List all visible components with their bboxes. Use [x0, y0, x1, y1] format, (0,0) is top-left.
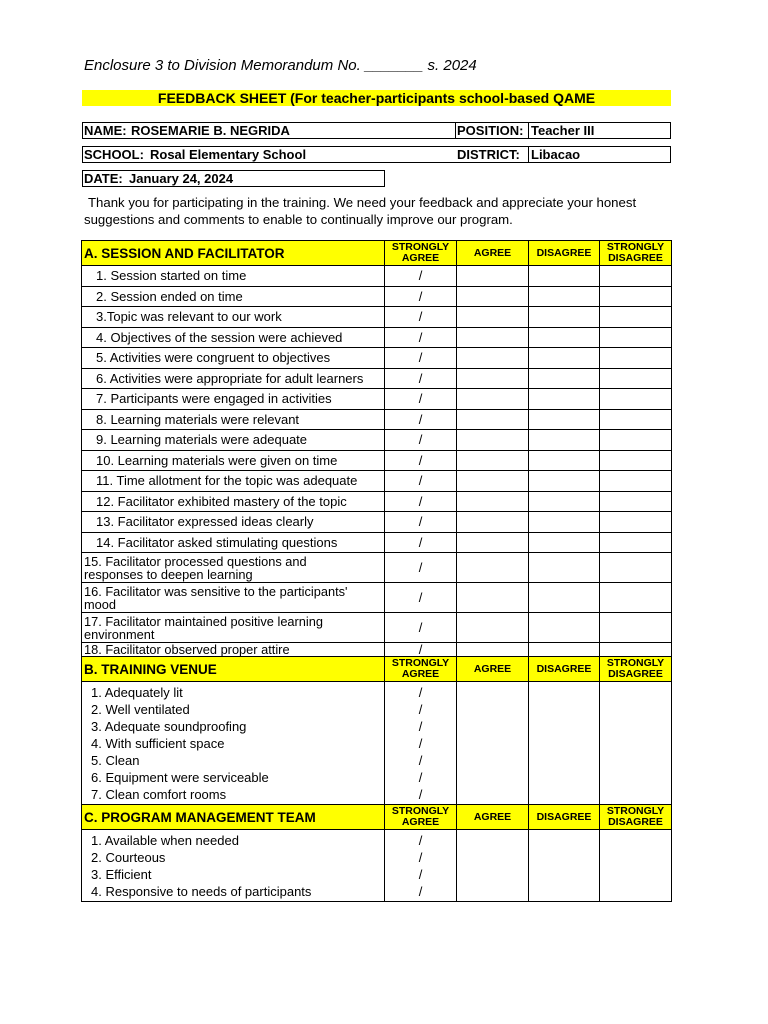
- section-header-row: [82, 241, 672, 266]
- disagree-cell[interactable]: [529, 583, 600, 613]
- strongly-agree-mark[interactable]: /: [385, 866, 457, 883]
- table-row: [82, 553, 672, 583]
- criterion-label: 3. Efficient: [82, 866, 385, 883]
- table-row: [82, 866, 672, 883]
- strongly-disagree-cell[interactable]: [600, 613, 672, 643]
- sheet-title: FEEDBACK SHEET (For teacher-participants school-based QAME: [82, 90, 671, 106]
- strongly-disagree-cell[interactable]: [600, 512, 672, 533]
- strongly-disagree-cell[interactable]: [600, 491, 672, 512]
- section-title: B. TRAINING VENUE: [82, 657, 385, 682]
- strongly-agree-mark[interactable]: /: [385, 471, 457, 492]
- position-value: Teacher III: [531, 123, 595, 138]
- table-row: [82, 266, 672, 287]
- table-row: [82, 613, 672, 643]
- strongly-agree-mark[interactable]: /: [385, 613, 457, 643]
- strongly-disagree-cell[interactable]: [600, 471, 672, 492]
- disagree-cell[interactable]: [529, 752, 600, 769]
- table-row: [82, 849, 672, 866]
- strongly-disagree-cell[interactable]: [600, 701, 672, 718]
- disagree-cell[interactable]: [529, 682, 600, 702]
- agree-cell[interactable]: [457, 643, 529, 657]
- criterion-label: 14. Facilitator asked stimulating questions: [82, 532, 385, 553]
- criterion-label: 5. Activities were congruent to objectives: [82, 348, 385, 369]
- strongly-disagree-header: STRONGLY DISAGREE: [600, 241, 672, 266]
- agree-cell[interactable]: [457, 430, 529, 451]
- intro-text: [84, 194, 672, 228]
- strongly-disagree-cell[interactable]: [600, 368, 672, 389]
- strongly-disagree-cell[interactable]: [600, 327, 672, 348]
- position-label: POSITION:: [457, 123, 524, 138]
- disagree-cell[interactable]: [529, 830, 600, 850]
- disagree-cell[interactable]: [529, 471, 600, 492]
- disagree-cell[interactable]: [529, 643, 600, 657]
- strongly-disagree-cell[interactable]: [600, 266, 672, 287]
- criterion-label: 7. Participants were engaged in activities: [82, 389, 385, 410]
- agree-cell[interactable]: [457, 553, 529, 583]
- strongly-agree-mark[interactable]: /: [385, 327, 457, 348]
- criterion-label: 18. Facilitator observed proper attire: [82, 643, 385, 657]
- strongly-agree-mark[interactable]: /: [385, 368, 457, 389]
- strongly-agree-header: STRONGLY AGREE: [385, 805, 457, 830]
- section-header-row: [82, 805, 672, 830]
- agree-cell[interactable]: [457, 769, 529, 786]
- strongly-agree-mark[interactable]: /: [385, 735, 457, 752]
- criterion-label: 6. Equipment were serviceable: [82, 769, 385, 786]
- agree-cell[interactable]: [457, 266, 529, 287]
- disagree-cell[interactable]: [529, 327, 600, 348]
- district-label: DISTRICT:: [457, 147, 520, 162]
- agree-header: AGREE: [457, 241, 529, 266]
- agree-cell[interactable]: [457, 327, 529, 348]
- strongly-disagree-cell[interactable]: [600, 430, 672, 451]
- disagree-cell[interactable]: [529, 613, 600, 643]
- disagree-cell[interactable]: [529, 553, 600, 583]
- strongly-agree-mark[interactable]: /: [385, 532, 457, 553]
- criterion-label: 17. Facilitator maintained positive learning environment: [82, 613, 385, 643]
- table-row: [82, 830, 672, 850]
- criterion-label: 1. Adequately lit: [82, 682, 385, 702]
- disagree-cell[interactable]: [529, 866, 600, 883]
- disagree-cell[interactable]: [529, 286, 600, 307]
- section-title: A. SESSION AND FACILITATOR: [82, 241, 385, 266]
- strongly-agree-mark[interactable]: /: [385, 430, 457, 451]
- strongly-agree-mark[interactable]: /: [385, 553, 457, 583]
- criterion-label: 3. Adequate soundproofing: [82, 718, 385, 735]
- agree-cell[interactable]: [457, 348, 529, 369]
- strongly-agree-mark[interactable]: /: [385, 266, 457, 287]
- disagree-cell[interactable]: [529, 266, 600, 287]
- agree-cell[interactable]: [457, 389, 529, 410]
- agree-cell[interactable]: [457, 718, 529, 735]
- strongly-agree-mark[interactable]: /: [385, 830, 457, 850]
- strongly-agree-mark[interactable]: /: [385, 643, 457, 657]
- strongly-disagree-cell[interactable]: [600, 409, 672, 430]
- strongly-disagree-cell[interactable]: [600, 830, 672, 850]
- criterion-label: 1. Available when needed: [82, 830, 385, 850]
- table-row: [82, 327, 672, 348]
- strongly-agree-mark[interactable]: /: [385, 769, 457, 786]
- agree-cell[interactable]: [457, 368, 529, 389]
- criterion-label: 9. Learning materials were adequate: [82, 430, 385, 451]
- disagree-cell[interactable]: [529, 718, 600, 735]
- criterion-label: 11. Time allotment for the topic was adequate: [82, 471, 385, 492]
- table-row: [82, 752, 672, 769]
- disagree-cell[interactable]: [529, 786, 600, 805]
- disagree-cell[interactable]: [529, 769, 600, 786]
- agree-cell[interactable]: [457, 786, 529, 805]
- school-value: Rosal Elementary School: [150, 147, 307, 162]
- name-value: ROSEMARIE B. NEGRIDA: [131, 123, 290, 138]
- strongly-agree-mark[interactable]: /: [385, 512, 457, 533]
- criterion-label: 7. Clean comfort rooms: [82, 786, 385, 805]
- strongly-disagree-cell[interactable]: [600, 348, 672, 369]
- criterion-label: 2. Session ended on time: [82, 286, 385, 307]
- strongly-disagree-cell[interactable]: [600, 752, 672, 769]
- strongly-agree-mark[interactable]: /: [385, 348, 457, 369]
- agree-cell[interactable]: [457, 682, 529, 702]
- school-label: SCHOOL:: [84, 147, 144, 162]
- table-row: [82, 368, 672, 389]
- disagree-cell[interactable]: [529, 430, 600, 451]
- table-row: [82, 348, 672, 369]
- table-row: [82, 735, 672, 752]
- strongly-disagree-cell[interactable]: [600, 682, 672, 702]
- strongly-agree-mark[interactable]: /: [385, 701, 457, 718]
- criterion-label: 15. Facilitator processed questions and responses to deepen learning: [82, 553, 385, 583]
- criterion-label: 2. Well ventilated: [82, 701, 385, 718]
- criterion-label: 4. Objectives of the session were achieved: [82, 327, 385, 348]
- table-row: [82, 701, 672, 718]
- date-value: January 24, 2024: [129, 171, 234, 186]
- agree-cell[interactable]: [457, 701, 529, 718]
- strongly-disagree-cell[interactable]: [600, 532, 672, 553]
- strongly-disagree-cell[interactable]: [600, 286, 672, 307]
- agree-cell[interactable]: [457, 409, 529, 430]
- strongly-agree-mark[interactable]: /: [385, 389, 457, 410]
- agree-cell[interactable]: [457, 512, 529, 533]
- disagree-header: DISAGREE: [529, 241, 600, 266]
- table-row: [82, 512, 672, 533]
- strongly-disagree-cell[interactable]: [600, 553, 672, 583]
- criterion-label: 10. Learning materials were given on time: [82, 450, 385, 471]
- strongly-disagree-cell[interactable]: [600, 718, 672, 735]
- strongly-disagree-cell[interactable]: [600, 866, 672, 883]
- strongly-agree-mark[interactable]: /: [385, 883, 457, 902]
- strongly-disagree-cell[interactable]: [600, 389, 672, 410]
- agree-cell[interactable]: [457, 307, 529, 328]
- district-value: Libacao: [531, 147, 581, 162]
- agree-cell[interactable]: [457, 491, 529, 512]
- strongly-agree-header: STRONGLY AGREE: [385, 657, 457, 682]
- agree-cell[interactable]: [457, 286, 529, 307]
- strongly-disagree-cell[interactable]: [600, 450, 672, 471]
- disagree-cell[interactable]: [529, 409, 600, 430]
- agree-cell[interactable]: [457, 866, 529, 883]
- strongly-disagree-cell[interactable]: [600, 849, 672, 866]
- table-row: [82, 409, 672, 430]
- disagree-cell[interactable]: [529, 450, 600, 471]
- strongly-agree-mark[interactable]: /: [385, 786, 457, 805]
- disagree-cell[interactable]: [529, 512, 600, 533]
- date-label: DATE:: [84, 171, 123, 186]
- agree-cell[interactable]: [457, 471, 529, 492]
- agree-cell[interactable]: [457, 735, 529, 752]
- strongly-disagree-header: STRONGLY DISAGREE: [600, 657, 672, 682]
- criterion-label: 3.Topic was relevant to our work: [82, 307, 385, 328]
- strongly-agree-mark[interactable]: /: [385, 491, 457, 512]
- strongly-agree-mark[interactable]: /: [385, 307, 457, 328]
- disagree-cell[interactable]: [529, 307, 600, 328]
- table-row: [82, 532, 672, 553]
- criterion-label: 4. With sufficient space: [82, 735, 385, 752]
- strongly-agree-mark[interactable]: /: [385, 583, 457, 613]
- intro-line-1: Thank you for participating in the training. We need your feedback and appreciate your honest: [88, 195, 637, 210]
- date-row: [82, 170, 385, 187]
- disagree-cell[interactable]: [529, 491, 600, 512]
- agree-header: AGREE: [457, 805, 529, 830]
- table-row: [82, 471, 672, 492]
- name-label: NAME:: [84, 123, 127, 138]
- agree-cell[interactable]: [457, 883, 529, 902]
- section-header-row: [82, 657, 672, 682]
- agree-cell[interactable]: [457, 849, 529, 866]
- strongly-agree-mark[interactable]: /: [385, 450, 457, 471]
- strongly-agree-mark[interactable]: /: [385, 682, 457, 702]
- criterion-label: 4. Responsive to needs of participants: [82, 883, 385, 902]
- enclosure-reference: Enclosure 3 to Division Memorandum No. _______ s. 2024: [84, 57, 477, 74]
- agree-header: AGREE: [457, 657, 529, 682]
- criterion-label: 13. Facilitator expressed ideas clearly: [82, 512, 385, 533]
- table-row: [82, 786, 672, 805]
- criterion-label: 8. Learning materials were relevant: [82, 409, 385, 430]
- criterion-label: 6. Activities were appropriate for adult learners: [82, 368, 385, 389]
- agree-cell[interactable]: [457, 532, 529, 553]
- strongly-agree-header: STRONGLY AGREE: [385, 241, 457, 266]
- disagree-cell[interactable]: [529, 735, 600, 752]
- strongly-disagree-cell[interactable]: [600, 643, 672, 657]
- table-row: [82, 450, 672, 471]
- criterion-label: 2. Courteous: [82, 849, 385, 866]
- evaluation-table: [81, 240, 672, 902]
- table-row: [82, 883, 672, 902]
- strongly-disagree-cell[interactable]: [600, 786, 672, 805]
- criterion-label: 16. Facilitator was sensitive to the participants' mood: [82, 583, 385, 613]
- table-row: [82, 286, 672, 307]
- disagree-cell[interactable]: [529, 883, 600, 902]
- strongly-disagree-cell[interactable]: [600, 883, 672, 902]
- criterion-label: 12. Facilitator exhibited mastery of the topic: [82, 491, 385, 512]
- table-row: [82, 307, 672, 328]
- strongly-disagree-cell[interactable]: [600, 583, 672, 613]
- table-row: [82, 583, 672, 613]
- school-district-row: [82, 146, 671, 163]
- agree-cell[interactable]: [457, 613, 529, 643]
- disagree-cell[interactable]: [529, 701, 600, 718]
- table-row: [82, 430, 672, 451]
- name-position-row: [82, 122, 671, 139]
- disagree-header: DISAGREE: [529, 805, 600, 830]
- section-title: C. PROGRAM MANAGEMENT TEAM: [82, 805, 385, 830]
- table-row: [82, 389, 672, 410]
- agree-cell[interactable]: [457, 583, 529, 613]
- criterion-label: 1. Session started on time: [82, 266, 385, 287]
- table-row: [82, 682, 672, 702]
- table-row: [82, 769, 672, 786]
- strongly-disagree-cell[interactable]: [600, 307, 672, 328]
- disagree-cell[interactable]: [529, 368, 600, 389]
- disagree-cell[interactable]: [529, 348, 600, 369]
- table-row: [82, 718, 672, 735]
- strongly-disagree-cell[interactable]: [600, 769, 672, 786]
- strongly-agree-mark[interactable]: /: [385, 718, 457, 735]
- table-row: [82, 643, 672, 657]
- table-row: [82, 491, 672, 512]
- agree-cell[interactable]: [457, 450, 529, 471]
- intro-line-2: suggestions and comments to enable to continually improve our program.: [84, 212, 513, 227]
- strongly-agree-mark[interactable]: /: [385, 409, 457, 430]
- strongly-agree-mark[interactable]: /: [385, 752, 457, 769]
- agree-cell[interactable]: [457, 830, 529, 850]
- agree-cell[interactable]: [457, 752, 529, 769]
- strongly-agree-mark[interactable]: /: [385, 286, 457, 307]
- strongly-agree-mark[interactable]: /: [385, 849, 457, 866]
- strongly-disagree-cell[interactable]: [600, 735, 672, 752]
- disagree-cell[interactable]: [529, 389, 600, 410]
- disagree-cell[interactable]: [529, 532, 600, 553]
- disagree-header: DISAGREE: [529, 657, 600, 682]
- disagree-cell[interactable]: [529, 849, 600, 866]
- strongly-disagree-header: STRONGLY DISAGREE: [600, 805, 672, 830]
- criterion-label: 5. Clean: [82, 752, 385, 769]
